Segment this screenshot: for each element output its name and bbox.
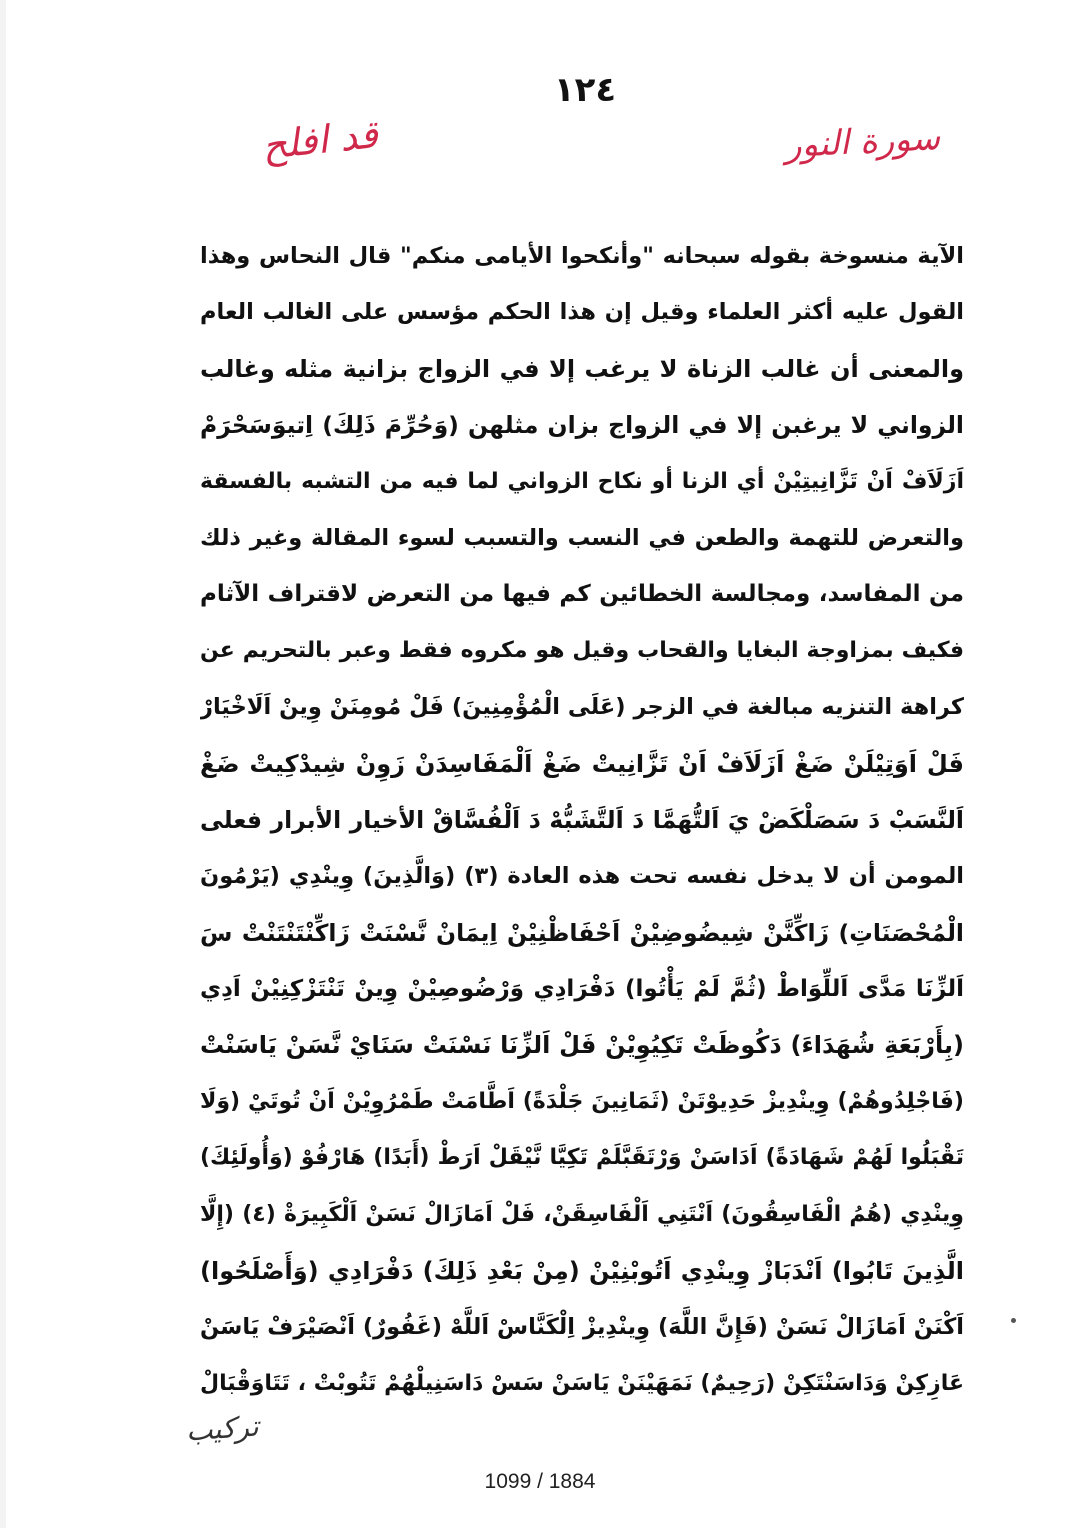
text-line: المومن أن لا يدخل نفسه تحت هذه العادة (٣) (وَالَّذِينَ) وِينْدِي (يَرْمُونَ — [200, 863, 964, 890]
text-line: والتعرض للتهمة والطعن في النسب والتسبب لسوء المقالة وغير ذلك — [200, 524, 964, 551]
handwritten-signature: تركيب — [184, 1409, 260, 1448]
text-line: كراهة التنزيه مبالغة في الزجر (عَلَى الْمُؤْمِنِينَ) فَلْ مُومِنَنْ وِينْ اَلَاخْيَارْ — [200, 694, 964, 721]
text-line: (بِأَرْبَعَةِ شُهَدَاءَ) دَكُوظَتْ تَكِيُوِيْنْ فَلْ اَلزِّنَا نَسْنَتْ سَنَايْ نَّسَنْ يَاسَنْتْ — [200, 1031, 964, 1060]
text-line: تَقْبَلُوا لَهُمْ شَهَادَةً) اَدَاسَنْ وَرْتَقَبَّلَمْ تَكِيَّا نَّيْقَلْ اَرَطْ (أَبَدًا) هَارْفُوْ (وَأُولَئِكَ) — [200, 1145, 964, 1171]
text-line: فَلْ اَوَتِيْلَنْ ضَغْ اَزَلَاَفْ اَنْ تَزَّانِيتْ ضَغْ اَلْمَفَاسِدَنْ زَوِنْ شِيدْكِيتْ ضَغْ — [200, 749, 964, 778]
scan-edge — [0, 0, 6, 1528]
text-line: القول عليه أكثر العلماء وقيل إن هذا الحكم مؤسس على الغالب العام — [200, 299, 964, 326]
text-line: الَّذِينَ تَابُوا) اَنْدَبَازْ وِينْدِي اَتُوبْنِيْنْ (مِنْ بَعْدِ ذَلِكَ) دَفْرَادِي (وَأَصْلَحُوا) — [200, 1257, 964, 1286]
text-line: من المفاسد، ومجالسة الخطائين كم فيها من التعرض لاقتراف الآثام — [200, 581, 964, 608]
text-line: الزواني لا يرغبن إلا في الزواج بزان مثلهن (وَحُرِّمَ ذَلِكَ) اِتيوَسَحْرَمْ — [200, 411, 964, 440]
text-line: الْمُحْصَنَاتِ) زَاكِّنَّنْ شِيضُوضِيْنْ اَحْفَاظْنِيْنْ اِيمَانْ نَّسْنَتْ زَاكِّنْتَنْتَنْتْ سَ — [200, 918, 964, 947]
text-line: والمعنى أن غالب الزناة لا يرغب إلا في الزواج بزانية مثله وغالب — [200, 354, 964, 383]
handwritten-surah-label: سورة النور — [783, 117, 941, 167]
text-line: وِينْدِي (هُمُ الْفَاسِقُونَ) اَنْتَنِي اَلْفَاسِقَنْ، فَلْ اَمَازَالْ نَسَنْ اَلْكَبِيرَةْ (٤) (إِلَّا — [200, 1201, 964, 1227]
text-line: فكيف بمزاوجة البغايا والقحاب وقيل هو مكروه فقط وعبر بالتحريم عن — [200, 637, 964, 663]
text-line: (فَاجْلِدُوهُمْ) وِينْدِيزْ حَدِيوْتَنْ (ثَمَانِينَ جَلْدَةً) اَطَّامَتْ طَمْرُوِيْنْ اَنْ تُوتَيْ (وَلَا — [200, 1088, 964, 1114]
text-line: الآية منسوخة بقوله سبحانه "وأنكحوا الأيامى منكم" قال النحاس وهذا — [200, 243, 964, 269]
text-line: اَزَلَاَفْ اَنْ تَزَّانِيتِيْنْ أي الزنا أو نكاح الزواني لما فيه من التشبه بالفسقة — [200, 468, 964, 494]
page-number: ١٢٤ — [553, 70, 617, 110]
scan-dot — [1011, 1318, 1016, 1323]
text-line: اَكْنَنْ اَمَازَالْ نَسَنْ (فَإِنَّ اللَّهَ) وِينْدِيزْ اِلْكَنَّاسْ اَللَّهْ (غَفُورٌ) اَنْصَيْرَفْ يَاسَنْ — [200, 1314, 964, 1341]
body-text — [200, 228, 964, 1412]
text-line: اَلنَّسَبْ دَ سَصَلْكَضْ يَ اَلتُّهَمَّا دَ اَلتَّشَبُّهْ دَ اَلْفُسَّاقْ الأخيار الأبرار فعلى — [200, 805, 964, 834]
page-counter: 1099 / 1884 — [484, 1470, 596, 1493]
text-line: عَازِكِنْ وَدَاسَنْتَكِنْ (رَحِيمٌ) نَمَهَيْنَنْ يَاسَنْ سَسْ دَاسَنِيلْهُمْ تَتُوبْتْ ، تَتَاوَقْبَالْ — [200, 1370, 964, 1396]
text-line: اَلزِّنَا مَدَّى اَللِّوَاطْ (ثُمَّ لَمْ يَأْتُوا) دَفْرَادِي وَرْضُوصِيْنْ وِينْ تَنْتَزْكِنِيْنْ اَدِي — [200, 976, 964, 1003]
handwritten-side-note: قد افلح — [260, 112, 381, 168]
